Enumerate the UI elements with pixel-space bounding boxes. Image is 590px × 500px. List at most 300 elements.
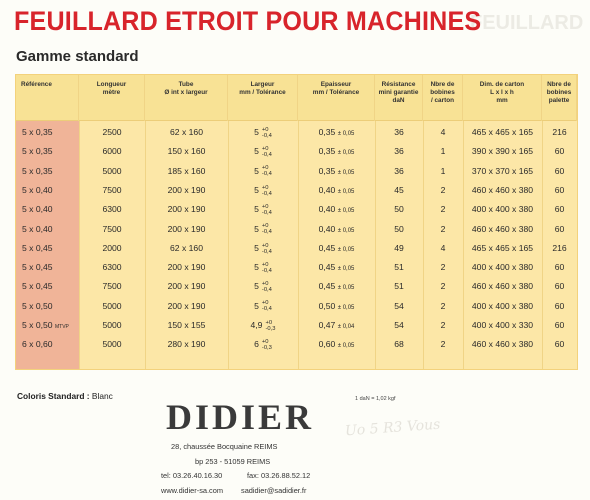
coil-count-value: 2 (440, 184, 446, 195)
cell-resistance (375, 162, 423, 181)
cell-carton-dimensions (463, 316, 542, 335)
tolerance-plus: +0 (261, 223, 269, 230)
header-text: Dim. de carton (479, 81, 525, 88)
coil-count-value: 2 (440, 339, 446, 350)
thickness-value: 0,45 (318, 281, 336, 292)
thickness-tolerance: ± 0,05 (337, 266, 355, 273)
cell-thickness (298, 142, 375, 161)
table-row (16, 181, 577, 200)
tolerance-minus: -0,4 (261, 306, 272, 313)
resistance-value: 51 (394, 262, 404, 273)
cell-width (228, 220, 298, 239)
product-table (15, 74, 578, 370)
cell-reference (16, 162, 79, 181)
header-length (79, 75, 145, 121)
header-reference (16, 75, 79, 121)
header-text: / carton (430, 97, 455, 105)
coil-count-value: 2 (440, 320, 446, 330)
width-tolerance (265, 320, 275, 332)
cell-width (228, 277, 298, 296)
cell-carton-dimensions (463, 239, 542, 258)
thickness-value: 0,47 (318, 320, 336, 330)
width-tolerance (262, 339, 272, 351)
thickness-tolerance: ± 0,05 (337, 169, 355, 176)
header-coil-count (423, 75, 463, 121)
length-value: 6300 (102, 204, 122, 215)
header-text: bobines (430, 89, 455, 97)
cell-thickness (298, 297, 375, 316)
cell-width (228, 142, 298, 161)
coloris-value: Blanc (91, 391, 113, 401)
resistance-value: 51 (394, 281, 404, 292)
header-text: Nbre de (547, 81, 571, 88)
cell-coil-count (423, 258, 463, 277)
cell-carton-dimensions (463, 142, 542, 161)
section-subtitle: Gamme standard (16, 48, 139, 65)
ref-value: 5 x 0,50 (22, 320, 53, 330)
cell-reference (16, 297, 79, 316)
width-tolerance (262, 243, 272, 255)
ref-value: 5 x 0,35 (22, 146, 53, 157)
pallet-count-value: 60 (554, 300, 565, 311)
cell-width (228, 335, 298, 354)
ref-suffix: MTVP (54, 324, 69, 330)
thickness-tolerance: ± 0,05 (337, 343, 355, 350)
cell-length (79, 335, 145, 354)
width-value: 4,9 (250, 320, 263, 330)
cell-pallet-count (542, 335, 577, 354)
cell-tube (145, 162, 228, 181)
coil-count-value: 4 (440, 127, 446, 137)
coil-count-value: 2 (440, 300, 446, 311)
pallet-count-value: 60 (554, 165, 565, 176)
thickness-value: 0,35 (318, 127, 336, 137)
header-text: bobines (546, 89, 572, 97)
resistance-value: 45 (394, 184, 404, 195)
handwritten-note: Uo 5 R3 Vous (344, 416, 441, 440)
header-text: mini garantie (378, 89, 419, 97)
cell-length (79, 181, 145, 200)
thickness-tolerance: ± 0,05 (337, 131, 355, 137)
cell-coil-count (423, 142, 463, 161)
cell-thickness (298, 239, 375, 258)
cell-length (79, 220, 145, 239)
header-resistance (375, 75, 423, 121)
ref-value: 5 x 0,40 (22, 204, 53, 215)
tolerance-minus: -0,4 (261, 229, 272, 236)
thickness-tolerance: ± 0,05 (337, 227, 355, 234)
cell-tube (145, 277, 228, 296)
header-text: mm / Tolérance (239, 89, 286, 97)
thickness-value: 0,35 (318, 165, 336, 176)
header-text: Référence (21, 81, 52, 88)
ref-value: 5 x 0,50 (22, 300, 53, 311)
carton-dimensions-value: 400 x 400 x 330 (471, 320, 534, 330)
cell-carton-dimensions (463, 220, 542, 239)
tolerance-minus: -0,4 (261, 152, 272, 159)
cell-carton-dimensions (463, 258, 542, 277)
tolerance-plus: +0 (261, 165, 269, 172)
resistance-value: 54 (394, 300, 404, 311)
width-tolerance (262, 146, 272, 158)
width-value: 5 (254, 281, 259, 292)
length-value: 7500 (102, 281, 122, 292)
company-logo: DIDIER (165, 397, 315, 437)
table-row (16, 277, 577, 296)
coil-count-value: 2 (440, 204, 446, 215)
resistance-value: 50 (394, 204, 404, 215)
coil-count-value: 2 (440, 223, 446, 234)
resistance-value: 36 (394, 165, 404, 176)
header-text: mm / Tolérance (312, 89, 360, 97)
length-value: 7500 (102, 223, 122, 234)
coloris-label: Coloris Standard : (17, 391, 90, 401)
cell-pallet-count (542, 142, 577, 161)
tolerance-minus: -0,4 (261, 287, 272, 294)
table-row (16, 297, 577, 316)
pallet-count-value: 216 (552, 127, 567, 137)
cell-reference (16, 335, 79, 354)
thickness-tolerance: ± 0,05 (337, 150, 355, 157)
width-value: 5 (254, 242, 259, 253)
resistance-value: 68 (394, 339, 404, 350)
tube-value: 150 x 155 (167, 320, 206, 330)
fax: fax: 03.26.88.52.12 (247, 471, 311, 480)
cell-thickness (298, 316, 375, 335)
tolerance-plus: +0 (261, 261, 269, 268)
tolerance-minus: -0,3 (261, 345, 272, 352)
header-text: Nbre de (430, 81, 455, 88)
header-text: Résistance (381, 81, 416, 88)
thickness-tolerance: ± 0,05 (337, 304, 355, 311)
coil-count-value: 2 (440, 281, 446, 292)
header-text: Epaisseur (320, 81, 352, 88)
tolerance-plus: +0 (261, 126, 269, 133)
carton-dimensions-value: 460 x 460 x 380 (471, 184, 534, 195)
tolerance-minus: -0,3 (265, 325, 276, 332)
cell-width (228, 162, 298, 181)
cell-width (228, 258, 298, 277)
cell-length (79, 142, 145, 161)
width-value: 5 (254, 127, 259, 137)
tube-value: 200 x 190 (167, 262, 206, 273)
width-value: 5 (254, 262, 259, 273)
ref-value: 5 x 0,40 (22, 184, 53, 195)
bleed-through-text: FEUILLARD (470, 12, 584, 34)
cell-thickness (298, 200, 375, 219)
tolerance-plus: +0 (261, 146, 269, 153)
cell-coil-count (423, 162, 463, 181)
cell-tube (145, 123, 228, 142)
tolerance-plus: +0 (261, 339, 269, 346)
cell-coil-count (423, 181, 463, 200)
header-tube (145, 75, 228, 121)
tolerance-minus: -0,4 (261, 132, 272, 139)
thickness-value: 0,40 (318, 223, 336, 234)
cell-length (79, 297, 145, 316)
resistance-value: 50 (394, 223, 404, 234)
cell-pallet-count (542, 123, 577, 142)
header-thickness (298, 75, 375, 121)
thickness-value: 0,35 (318, 146, 336, 157)
tolerance-plus: +0 (261, 300, 269, 307)
width-value: 5 (254, 223, 259, 234)
cell-reference (16, 142, 79, 161)
tube-value: 62 x 160 (170, 127, 203, 137)
cell-thickness (298, 181, 375, 200)
length-value: 7500 (102, 184, 122, 195)
table-header (16, 75, 577, 121)
tolerance-minus: -0,4 (261, 248, 272, 255)
tube-value: 200 x 190 (167, 223, 206, 234)
cell-pallet-count (542, 162, 577, 181)
cell-reference (16, 123, 79, 142)
ref-value: 5 x 0,40 (22, 223, 53, 234)
table-row (16, 239, 577, 258)
cell-thickness (298, 335, 375, 354)
length-value: 6000 (102, 146, 122, 157)
thickness-tolerance: ± 0,05 (337, 285, 355, 292)
header-width (228, 75, 298, 121)
cell-resistance (375, 200, 423, 219)
header-text: Longueur (96, 81, 127, 88)
thickness-tolerance: ± 0,05 (337, 246, 355, 253)
cell-length (79, 258, 145, 277)
cell-tube (145, 335, 228, 354)
width-value: 6 (254, 339, 259, 350)
width-value: 5 (254, 300, 259, 311)
header-carton-dimensions (463, 75, 542, 121)
width-value: 5 (254, 184, 259, 195)
width-tolerance (262, 223, 272, 235)
tolerance-plus: +0 (261, 242, 269, 249)
width-tolerance (262, 127, 272, 139)
carton-dimensions-value: 370 x 370 x 165 (471, 165, 534, 176)
cell-resistance (375, 335, 423, 354)
cell-thickness (298, 123, 375, 142)
cell-coil-count (423, 200, 463, 219)
pallet-count-value: 60 (554, 223, 565, 234)
cell-coil-count (423, 277, 463, 296)
tolerance-plus: +0 (261, 184, 269, 191)
table-row (16, 123, 577, 142)
pallet-count-value: 60 (554, 281, 565, 292)
carton-dimensions-value: 400 x 400 x 380 (471, 204, 534, 215)
cell-resistance (375, 258, 423, 277)
thickness-value: 0,50 (318, 300, 336, 311)
header-pallet-count (542, 75, 577, 121)
coil-count-value: 4 (440, 242, 446, 253)
thickness-tolerance: ± 0,05 (337, 208, 355, 215)
cell-length (79, 162, 145, 181)
width-value: 5 (254, 165, 259, 176)
cell-coil-count (423, 316, 463, 335)
header-text: mm (496, 97, 508, 105)
cell-tube (145, 258, 228, 277)
thickness-value: 0,45 (318, 262, 336, 273)
address-line-1: 28, chaussée Bocquaine REIMS (171, 442, 278, 451)
cell-reference (16, 316, 79, 335)
header-text: Largeur (250, 81, 275, 88)
tolerance-minus: -0,4 (261, 267, 272, 274)
tube-value: 62 x 160 (170, 242, 203, 253)
cell-thickness (298, 220, 375, 239)
cell-width (228, 239, 298, 258)
thickness-value: 0,40 (318, 204, 336, 215)
length-value: 6300 (102, 262, 122, 273)
header-text: Ø int x largeur (164, 89, 208, 97)
cell-pallet-count (542, 239, 577, 258)
header-text: daN (392, 97, 405, 105)
tube-value: 150 x 160 (167, 146, 206, 157)
header-text: L x l x h (490, 89, 514, 97)
tolerance-plus: +0 (261, 203, 269, 210)
cell-thickness (298, 258, 375, 277)
length-value: 2500 (102, 127, 122, 137)
coloris-line (17, 391, 113, 401)
cell-resistance (375, 220, 423, 239)
cell-length (79, 123, 145, 142)
table-row (16, 316, 577, 335)
cell-coil-count (423, 239, 463, 258)
coil-count-value: 1 (440, 146, 446, 157)
coil-count-value: 1 (440, 165, 446, 176)
website-link[interactable]: www.didier-sa.com (161, 486, 224, 495)
cell-tube (145, 239, 228, 258)
pallet-count-value: 60 (554, 320, 565, 330)
cell-reference (16, 239, 79, 258)
cell-tube (145, 316, 228, 335)
carton-dimensions-value: 400 x 400 x 380 (471, 300, 534, 311)
table-row (16, 220, 577, 239)
thickness-value: 0,45 (318, 242, 336, 253)
cell-tube (145, 297, 228, 316)
cell-length (79, 277, 145, 296)
tube-value: 280 x 190 (167, 339, 206, 350)
carton-dimensions-value: 400 x 400 x 380 (471, 262, 534, 273)
cell-pallet-count (542, 220, 577, 239)
cell-coil-count (423, 335, 463, 354)
cell-coil-count (423, 220, 463, 239)
tube-value: 200 x 190 (167, 300, 206, 311)
width-tolerance (262, 281, 272, 293)
cell-length (79, 316, 145, 335)
cell-reference (16, 220, 79, 239)
cell-resistance (375, 123, 423, 142)
cell-pallet-count (542, 200, 577, 219)
ref-value: 5 x 0,45 (22, 262, 53, 273)
table-row (16, 200, 577, 219)
tolerance-plus: +0 (261, 281, 269, 288)
tolerance-minus: -0,4 (261, 209, 272, 216)
tube-value: 200 x 190 (167, 281, 206, 292)
page-title: FEUILLARD ETROIT POUR MACHINES (14, 6, 482, 36)
cell-tube (145, 220, 228, 239)
cell-resistance (375, 142, 423, 161)
cell-resistance (375, 277, 423, 296)
carton-dimensions-value: 460 x 460 x 380 (471, 223, 534, 234)
cell-length (79, 239, 145, 258)
unit-conversion-note: 1 daN = 1,02 kgf (355, 396, 396, 402)
cell-reference (16, 181, 79, 200)
cell-carton-dimensions (463, 123, 542, 142)
address-line-2: bp 253 - 51059 REIMS (195, 457, 271, 466)
cell-reference (16, 277, 79, 296)
cell-thickness (298, 162, 375, 181)
cell-pallet-count (542, 297, 577, 316)
pallet-count-value: 60 (554, 339, 565, 350)
thickness-tolerance: ± 0,05 (337, 188, 355, 195)
tolerance-minus: -0,4 (261, 171, 272, 178)
length-value: 5000 (102, 320, 122, 330)
thickness-value: 0,60 (318, 339, 336, 350)
carton-dimensions-value: 460 x 460 x 380 (471, 281, 534, 292)
cell-pallet-count (542, 258, 577, 277)
header-text: mètre (102, 89, 121, 97)
carton-dimensions-value: 460 x 460 x 380 (471, 339, 534, 350)
email-link[interactable]: sadidier@sadidier.fr (241, 486, 307, 495)
cell-tube (145, 142, 228, 161)
thickness-value: 0,40 (318, 184, 336, 195)
cell-pallet-count (542, 277, 577, 296)
width-value: 5 (254, 146, 259, 157)
pallet-count-value: 60 (554, 262, 565, 273)
cell-coil-count (423, 297, 463, 316)
ref-value: 5 x 0,45 (22, 242, 53, 253)
length-value: 5000 (102, 339, 122, 350)
table-row (16, 258, 577, 277)
cell-carton-dimensions (463, 277, 542, 296)
cell-pallet-count (542, 181, 577, 200)
resistance-value: 54 (394, 320, 404, 330)
carton-dimensions-value: 465 x 465 x 165 (471, 242, 534, 253)
coil-count-value: 2 (440, 262, 446, 273)
cell-carton-dimensions (463, 297, 542, 316)
resistance-value: 49 (394, 242, 404, 253)
pallet-count-value: 60 (554, 184, 565, 195)
header-text: Tube (178, 81, 194, 88)
width-tolerance (262, 262, 272, 274)
cell-width (228, 297, 298, 316)
cell-resistance (375, 181, 423, 200)
length-value: 2000 (102, 242, 122, 253)
width-value: 5 (254, 204, 259, 215)
table-row (16, 142, 577, 161)
telephone: tel: 03.26.40.16.30 (161, 471, 223, 480)
carton-dimensions-value: 390 x 390 x 165 (471, 146, 534, 157)
ref-value: 5 x 0,45 (22, 281, 53, 292)
tolerance-minus: -0,4 (261, 190, 272, 197)
cell-length (79, 200, 145, 219)
tube-value: 185 x 160 (167, 165, 206, 176)
cell-width (228, 181, 298, 200)
cell-carton-dimensions (463, 181, 542, 200)
width-tolerance (262, 185, 272, 197)
resistance-value: 36 (394, 127, 404, 137)
resistance-value: 36 (394, 146, 404, 157)
header-text: palette (548, 97, 570, 105)
cell-width (228, 316, 298, 335)
cell-carton-dimensions (463, 200, 542, 219)
cell-reference (16, 200, 79, 219)
cell-resistance (375, 316, 423, 335)
cell-tube (145, 200, 228, 219)
width-tolerance (262, 165, 272, 177)
length-value: 5000 (102, 300, 122, 311)
cell-coil-count (423, 123, 463, 142)
table-row (16, 335, 577, 354)
carton-dimensions-value: 465 x 465 x 165 (471, 127, 534, 137)
